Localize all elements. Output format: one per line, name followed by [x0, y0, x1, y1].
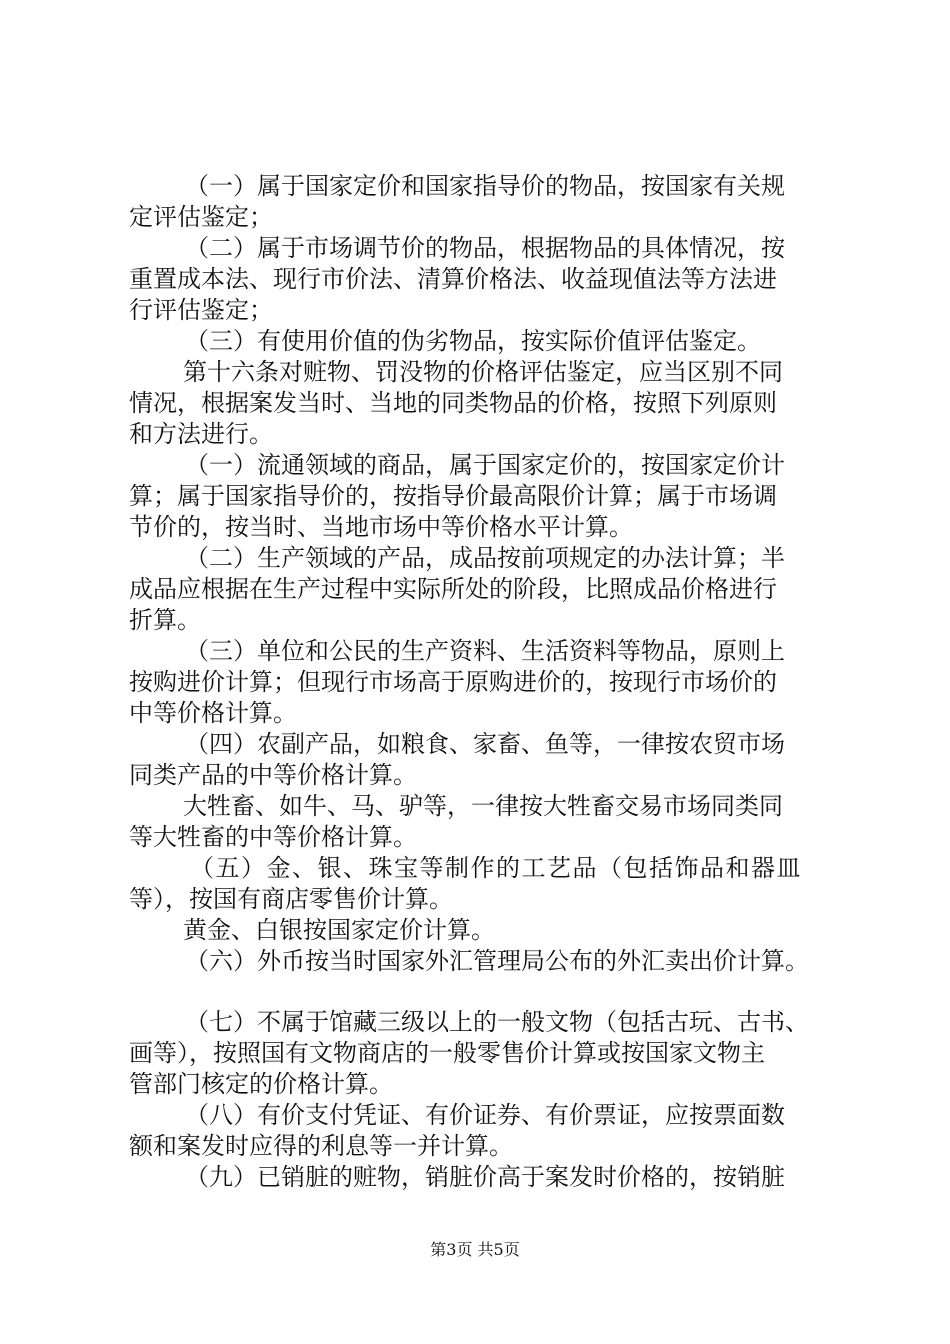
paragraph-line: （三）单位和公民的生产资料、生活资料等物品，原则上: [185, 637, 785, 665]
paragraph-line: 按购进价计算；但现行市场高于原购进价的，按现行市场价的: [129, 668, 777, 696]
paragraph-line: 大牲畜、如牛、马、驴等，一律按大牲畜交易市场同类同: [183, 792, 783, 820]
paragraph-line: （二）生产领域的产品，成品按前项规定的办法计算；半: [185, 544, 785, 572]
paragraph-gap: [0, 977, 950, 1007]
paragraph-line: （六）外币按当时国家外汇管理局公布的外汇卖出价计算。: [185, 947, 809, 975]
paragraph-line: 重置成本法、现行市价法、清算价格法、收益现值法等方法进: [129, 265, 777, 293]
paragraph-line: （二）属于市场调节价的物品，根据物品的具体情况，按: [185, 234, 785, 262]
paragraph-line: （一）属于国家定价和国家指导价的物品，按国家有关规: [185, 172, 785, 200]
paragraph-line: 额和案发时应得的利息等一并计算。: [129, 1132, 513, 1160]
paragraph-line: 等大牲畜的中等价格计算。: [129, 823, 417, 851]
paragraph-line: 定评估鉴定；: [129, 203, 273, 231]
paragraph-line: 第十六条对赃物、罚没物的价格评估鉴定，应当区别不同: [183, 358, 783, 386]
paragraph-line: （三）有使用价值的伪劣物品，按实际价值评估鉴定。: [185, 327, 761, 355]
paragraph-line: 黄金、白银按国家定价计算。: [183, 916, 495, 944]
paragraph-line: 情况，根据案发当时、当地的同类物品的价格，按照下列原则: [129, 389, 777, 417]
paragraph-line: 画等），按照国有文物商店的一般零售价计算或按国家文物主: [129, 1039, 765, 1067]
paragraph-line: 同类产品的中等价格计算。: [129, 761, 417, 789]
page-footer: 第3页 共5页: [430, 1240, 520, 1259]
paragraph-line: 和方法进行。: [129, 420, 273, 448]
paragraph-line: 节价的，按当时、当地市场中等价格水平计算。: [129, 513, 633, 541]
paragraph-line: 管部门核定的价格计算。: [129, 1070, 393, 1098]
paragraph-line: 等），按国有商店零售价计算。: [129, 885, 453, 913]
paragraph-line: 行评估鉴定；: [129, 296, 273, 324]
document-body: [0, 171, 950, 1193]
paragraph-line: （一）流通领域的商品，属于国家定价的，按国家定价计: [185, 451, 785, 479]
paragraph-line: 成品应根据在生产过程中实际所处的阶段，比照成品价格进行: [129, 575, 777, 603]
paragraph-line: （五）金、银、珠宝等制作的工艺品（包括饰品和器皿: [190, 854, 802, 882]
paragraph-line: 算；属于国家指导价的，按指导价最高限价计算；属于市场调: [129, 482, 777, 510]
paragraph-line: （九）已销脏的赃物，销脏价高于案发时价格的，按销脏: [185, 1163, 785, 1191]
paragraph-line: （八）有价支付凭证、有价证券、有价票证，应按票面数: [185, 1101, 785, 1129]
paragraph-line: 中等价格计算。: [129, 699, 297, 727]
paragraph-line: （四）农副产品，如粮食、家畜、鱼等，一律按农贸市场: [185, 730, 785, 758]
paragraph-line: （七）不属于馆藏三级以上的一般文物（包括古玩、古书、: [185, 1008, 809, 1036]
paragraph-line: 折算。: [129, 606, 201, 634]
